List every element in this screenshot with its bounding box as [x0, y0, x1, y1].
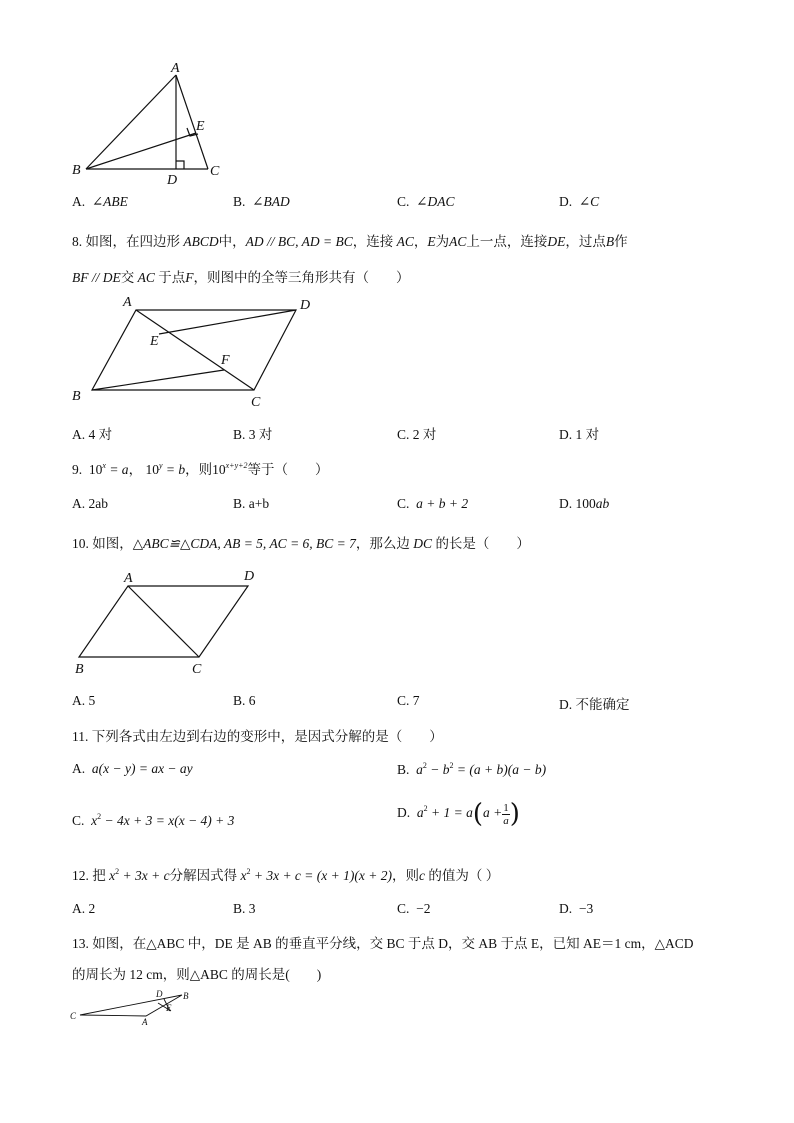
- q8-option-a: A. 4 对: [72, 427, 113, 442]
- q10-label-d: D: [244, 569, 255, 584]
- q13-label-d: D: [156, 989, 163, 999]
- q8-stem-line1: 8. 如图，在四边形 ABCD中，AD // BC, AD = BC，连接 AC，E为AC上一点，连接DE，过点B作: [72, 234, 628, 249]
- q8-option-b: B. 3 对: [233, 427, 273, 442]
- q8-option-d: D. 1 对: [559, 427, 600, 442]
- q8-label-a: A: [123, 295, 132, 310]
- q12-option-a: A. 2: [72, 901, 96, 916]
- q9-option-d: D. 100ab: [559, 496, 610, 511]
- q10-label-b: B: [75, 662, 84, 677]
- q8-stem-line2: BF // DE交 AC 于点F，则图中的全等三角形共有（ ）: [72, 270, 410, 285]
- q13-label-a: A: [142, 1017, 148, 1027]
- q13-stem-line1: 13. 如图，在△ABC 中，DE 是 AB 的垂直平分线，交 BC 于点 D，交 AB 于点 E，已知 AE＝1 cm，△ACD: [72, 936, 694, 951]
- q12-stem: 12. 把 $x^2 + 3x + c$分解因式得 $x^2 + 3x + c = (x + 1)(x + 2)$，则c 的值为（ ）: [72, 867, 500, 883]
- q10-option-b: B. 6: [233, 693, 256, 708]
- q7-label-e: E: [196, 119, 205, 134]
- q8-label-c: C: [251, 395, 261, 410]
- q10-label-a: A: [124, 571, 133, 586]
- q8-label-b: B: [72, 389, 81, 404]
- q10-option-c: C. 7: [397, 693, 420, 708]
- q13-label-e: E: [166, 1003, 172, 1013]
- q7-triangle-figure: [66, 58, 236, 188]
- q11-option-d: D. $a^2 + 1 = a(a$ + $\frac{1}{a}$ ): [397, 799, 520, 829]
- q11-option-c: C. $x^2 - 4x + 3 = x(x - 4) + 3$: [72, 812, 235, 828]
- q8-parallelogram-figure: [66, 290, 326, 415]
- q8-option-c: C. 2 对: [397, 427, 437, 442]
- q7-option-c: C. ∠DAC: [397, 194, 455, 209]
- q9-option-a: A. 2ab: [72, 496, 108, 511]
- q7-option-a: A. ∠ABE: [72, 194, 128, 209]
- q7-label-b: B: [72, 163, 81, 178]
- q13-label-b: B: [183, 991, 189, 1001]
- q12-option-b: B. 3: [233, 901, 256, 916]
- q10-option-a: A. 5: [72, 693, 96, 708]
- q8-label-f: F: [221, 353, 230, 368]
- q13-triangle-figure: [66, 985, 196, 1030]
- q7-option-b: B. ∠BAD: [233, 194, 290, 209]
- q7-label-a: A: [171, 61, 180, 76]
- q7-label-d: D: [167, 173, 178, 188]
- q11-d-fraction: $\frac{1}{a}$: [503, 801, 509, 827]
- q10-parallelogram-figure: [66, 565, 276, 680]
- q10-stem: 10. 如图，△ABC≌△CDA, AB = 5, AC = 6, BC = 7，那么边 DC 的长是（ ）: [72, 536, 530, 551]
- q11-stem: 11. 下列各式由左边到右边的变形中，是因式分解的是（ ）: [72, 729, 443, 744]
- q9-stem: 9. 10$^x$ = a， 10$^y$ = b，则$10^{x+y+2}$等于（ ）: [72, 461, 329, 477]
- q7-label-c: C: [210, 164, 220, 179]
- q10-label-c: C: [192, 662, 202, 677]
- q12-option-d: D. −3: [559, 901, 594, 916]
- q9-option-c: C. a + b + 2: [397, 496, 469, 511]
- q7-option-d: D. ∠C: [559, 194, 600, 209]
- q8-label-d: D: [300, 298, 311, 313]
- q9-option-b: B. a+b: [233, 496, 270, 511]
- q10-option-d: D. 不能确定: [559, 697, 630, 712]
- q13-label-c: C: [70, 1011, 77, 1021]
- q13-stem-line2: 的周长为 12 cm，则△ABC 的周长是( ): [72, 967, 322, 982]
- q12-option-c: C. −2: [397, 901, 431, 916]
- q11-option-a: A. a(x − y) = ax − ay: [72, 761, 193, 776]
- q11-option-b: B. $a^2 - b^2 = (a + b)(a - b)$: [397, 761, 547, 777]
- q8-label-e: E: [150, 334, 159, 349]
